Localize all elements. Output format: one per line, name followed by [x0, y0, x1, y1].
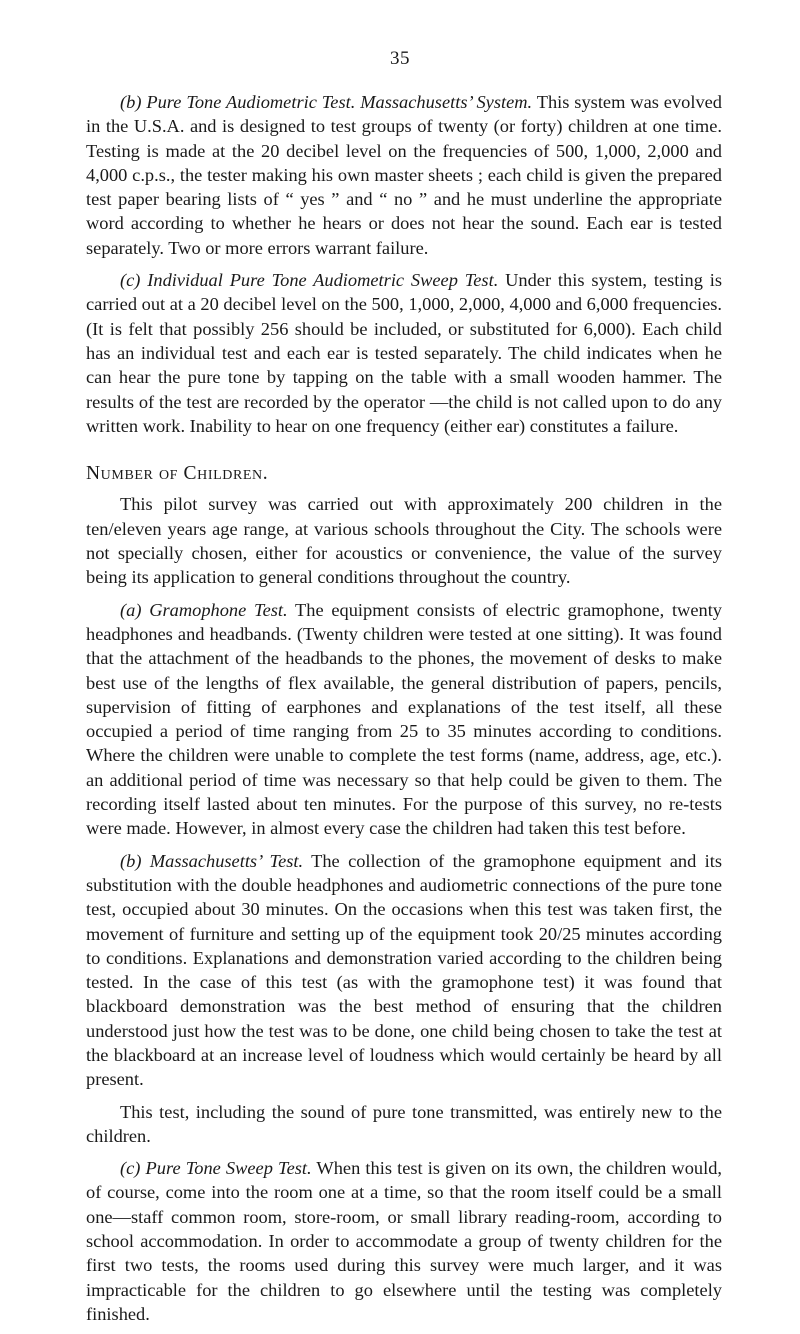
paragraph-label: (c) [120, 1158, 141, 1179]
paragraph-text: This test, including the sound of pure tone transmitted, was entirely new to the children. [86, 1101, 722, 1146]
paragraph-gramophone-test [86, 598, 722, 841]
paragraph-massachusetts-test [86, 849, 722, 1092]
paragraph-title: Individual Pure Tone Audiometric Sweep Test. [147, 270, 499, 291]
paragraph-text: This pilot survey was carried out with approximately 200 children in the ten/eleven years age range, at various schools throughout the City. The schools were not specially chosen, either for acoustics or convenience, the value of the survey being its application to general conditions throughout the country. [86, 494, 722, 588]
paragraph-massachusetts-system [86, 90, 722, 260]
page-number: 35 [390, 48, 410, 69]
paragraph-title: Pure Tone Sweep Test. [145, 1158, 312, 1179]
paragraph-label: (b) [120, 92, 142, 112]
paragraph-label: (c) [120, 270, 141, 291]
paragraph-title: Massachusetts’ Test. [149, 850, 304, 871]
paragraph-text: The collection of the gramophone equipment and its substitution with the double headphones and audiometric connections of the pure tone test, occupied about 30 minutes. On the occasions when this test was taken first, the movement of furniture and setting up of the equipment took 20/25 minutes according to conditions. Explanations and demonstration varied according to the children being tested. In the case of this test (as with the gramophone test) it was found that blackboard demonstration was the best method of ensuring that the children understood just how the test was to be done, one child being chosen to take the test at the blackboard at an increase level of loudness which would certainly be heard by all present. [86, 850, 722, 1090]
paragraph-pilot-survey [86, 492, 722, 589]
paragraph-text: This system was evolved in the U.S.A. and is designed to test groups of twenty (or forty) children at one time. Testing is made at the 20 decibel level on the frequencies of 500, 1,000, 2,000 and 4,000 c.p.s., the tester making his own master sheets ; each child is given the prepared test paper bearing lists of “ yes ” and “ no ” and he must underline the appropriate word according to whether he hears or does not hear the sound. Each ear is tested separately. Two or more errors warrant failure. [86, 92, 722, 258]
paragraph-title: Pure Tone Audiometric Test. Massachusetts’ System. [146, 92, 533, 112]
paragraph-text: When this test is given on its own, the children would, of course, come into the room one at a time, so that the room itself could be a small one—staff common room, store-room, or small library reading-room, according to school accommodation. In order to accommodate a group of twenty children for the first two tests, the rooms used during this survey were much larger, and it was impracticable for the children to go elsewhere until the testing was completely finished. [86, 1158, 722, 1324]
paragraph-title: Gramophone Test. [149, 599, 288, 620]
paragraph-label: (b) [120, 850, 142, 871]
paragraph-pure-tone-sweep-test [86, 1156, 722, 1326]
paragraph-label: (a) [120, 599, 142, 620]
page-body [86, 90, 722, 1334]
paragraph-new-to-children [86, 1100, 722, 1149]
section-heading: Number of Children. [86, 463, 269, 485]
paragraph-text: Under this system, testing is carried out at a 20 decibel level on the 500, 1,000, 2,000, 4,000 and 6,000 frequencies. (It is felt that possibly 256 should be included, or substituted for 6,000). Each child has an individual test and each ear is tested separately. The child indicates when he can hear the pure tone by tapping on the table with a small wooden hammer. The results of the test are recorded by the operator —the child is not called upon to do any written work. Inability to hear on one frequency (either ear) constitutes a failure. [86, 270, 722, 436]
paragraph-individual-sweep-test [86, 268, 722, 438]
paragraph-text: The equipment consists of electric gramophone, twenty headphones and headbands. (Twenty children were tested at one sitting). It was found that the attachment of the headbands to the phones, the movement of desks to make best use of the lengths of flex available, the general distribution of papers, pencils, supervision of fitting of earphones and explanations of the test itself, all these occupied a period of time ranging from 25 to 35 minutes according to conditions. Where the children were unable to complete the test forms (name, address, age, etc.). an additional period of time was necessary so that help could be given to them. The recording itself lasted about ten minutes. For the purpose of this survey, no re-tests were made. However, in almost every case the children had taken this test before. [86, 599, 722, 839]
